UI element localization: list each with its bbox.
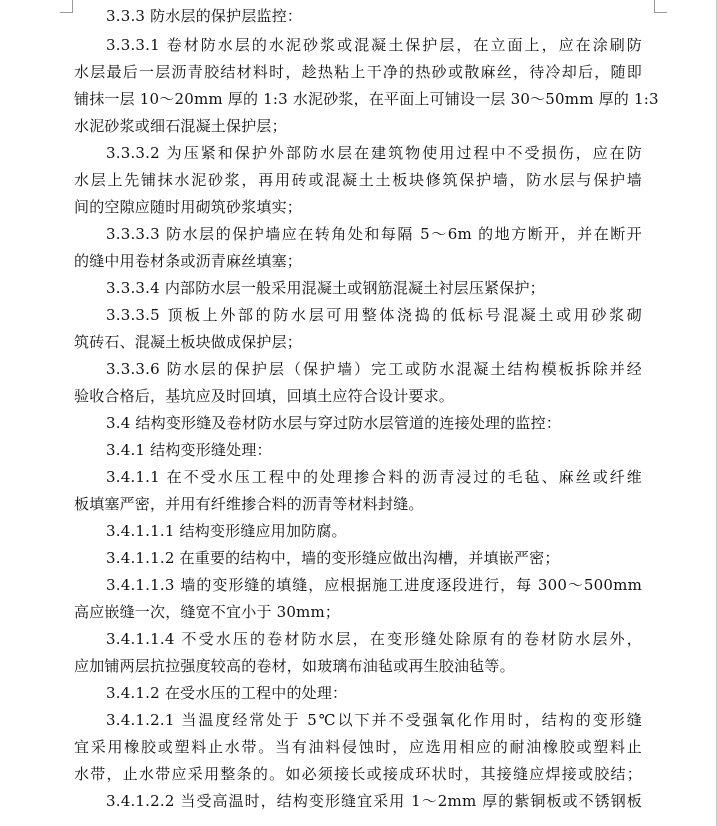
paragraph-line: 验收合格后，基坑应及时回填，回填土应符合设计要求。	[74, 387, 455, 405]
paragraph-line: 水层上先铺抹水泥砂浆，再用砖或混凝土土板块修筑保护墙，防水层与保护墙	[74, 171, 642, 189]
paragraph-line: 3.3.3.2 为压紧和保护外部防水层在建筑物使用过程中不受损伤，应在防	[106, 144, 642, 162]
heading-3-4: 3.4 结构变形缝及卷材防水层与穿过防水层管道的连接处理的监控：	[106, 414, 562, 432]
paragraph-line: 铺抹一层 10～20mm 厚的 1:3 水泥砂浆，在平面上可铺设一层 30～50mm 厚的 1:3	[74, 90, 659, 108]
paragraph-line: 3.3.3.3 防水层的保护墙应在转角处和每隔 5～6m 的地方断开，并在断开	[106, 225, 642, 243]
heading-3-3-3: 3.3.3 防水层的保护层监控：	[106, 7, 303, 25]
paragraph-line: 3.4.1.2.2 当受高温时，结构变形缝宜采用 1～2mm 厚的紫铜板或不锈钢板	[106, 792, 642, 810]
paragraph-line: 3.4.1.1.4 不受水压的卷材防水层，在变形缝处除原有的卷材防水层外，	[106, 630, 642, 648]
paragraph-line: 水泥砂浆或细石混凝土保护层；	[74, 117, 287, 135]
paragraph-line: 间的空隙应随时用砌筑砂浆填实；	[74, 198, 303, 216]
paragraph-line: 宜采用橡胶或塑料止水带。当有油料侵蚀时，应选用相应的耐油橡胶或塑料止	[74, 738, 642, 756]
page-corner-mark-left	[60, 0, 73, 13]
paragraph-line: 3.3.3.5 顶板上外部的防水层可用整体浇捣的低标号混凝土或用砂浆砌	[106, 306, 642, 324]
heading-3-4-1-2: 3.4.1.2 在受水压的工程中的处理：	[106, 684, 348, 702]
heading-3-4-1: 3.4.1 结构变形缝处理：	[106, 441, 272, 459]
paragraph-line: 高应嵌缝一次，缝宽不宜小于 30mm；	[74, 603, 341, 621]
paragraph-line: 水层最后一层沥青胶结材料时，趁热粘上干净的热砂或散麻丝，待冷却后，随即	[74, 63, 642, 81]
paragraph-line: 3.3.3.6 防水层的保护层（保护墙）完工或防水混凝土结构模板拆除并经	[106, 360, 642, 378]
paragraph-line: 3.3.3.4 内部防水层一般采用混凝土或钢筋混凝土衬层压紧保护；	[106, 279, 545, 297]
paragraph-line: 板填塞严密，并用有纤维掺合料的沥青等材料封缝。	[74, 495, 424, 513]
paragraph-line: 3.4.1.1.2 在重要的结构中，墙的变形缝应做出沟槽，并填嵌严密；	[106, 549, 560, 567]
paragraph-line: 筑砖石、混凝土板块做成保护层；	[74, 333, 303, 351]
paragraph-line: 3.3.3.1 卷材防水层的水泥砂浆或混凝土保护层，在立面上，应在涂刷防	[106, 36, 642, 54]
paragraph-line: 水带，止水带应采用整条的。如必须接长或接成环状时，其接缝应焊接或胶结；	[74, 765, 642, 783]
paragraph-line: 应加铺两层抗拉强度较高的卷材，如玻璃布油毡或再生胶油毡等。	[74, 657, 515, 675]
paragraph-line: 3.4.1.1 在不受水压工程中的处理掺合料的沥青浸过的毛毡、麻丝或纤维	[106, 468, 642, 486]
page-corner-mark-right	[654, 0, 667, 13]
paragraph-line: 的缝中用卷材条或沥青麻丝填塞；	[74, 252, 303, 270]
paragraph-line: 3.4.1.2.1 当温度经常处于 5℃以下并不受强氧化作用时，结构的变形缝	[106, 711, 642, 729]
paragraph-line: 3.4.1.1.1 结构变形缝应用加防腐。	[106, 522, 347, 540]
paragraph-line: 3.4.1.1.3 墙的变形缝的填缝，应根据施工进度逐段进行，每 300～500mm	[106, 576, 642, 594]
